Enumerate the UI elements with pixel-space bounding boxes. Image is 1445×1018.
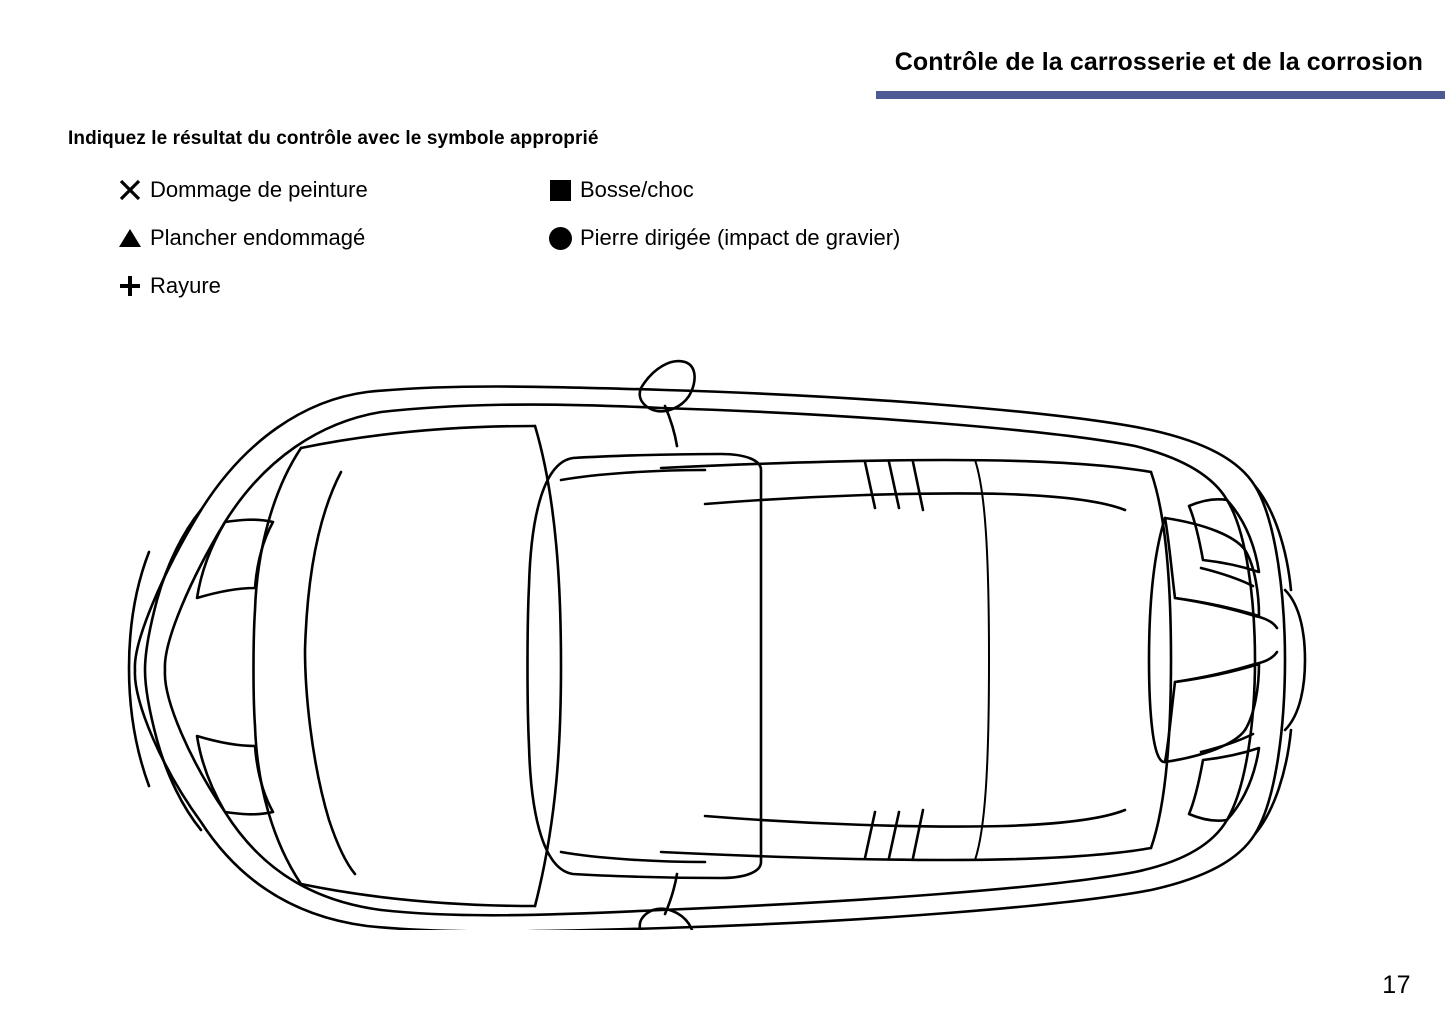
- legend-row: [110, 218, 1110, 266]
- page-header: [0, 48, 1445, 108]
- legend-item-label: Pierre dirigée (impact de gravier): [580, 225, 901, 250]
- legend: [110, 170, 1110, 314]
- x-mark-icon: [110, 170, 150, 210]
- legend-item-scratch: [110, 266, 540, 306]
- page-number: 17: [1382, 971, 1411, 999]
- header-rule: [876, 91, 1445, 99]
- square-icon: [540, 170, 580, 210]
- legend-row: [110, 170, 1110, 218]
- legend-item-stone-chip: [540, 218, 1100, 258]
- circle-icon: [540, 218, 580, 258]
- legend-item-label: Bosse/choc: [580, 177, 694, 202]
- legend-item-floor-damage: [110, 218, 540, 258]
- car-top-view-diagram: [105, 350, 1315, 930]
- legend-row: [110, 266, 1110, 314]
- legend-item-label: Dommage de peinture: [150, 177, 368, 202]
- legend-item-label: Rayure: [150, 273, 221, 298]
- legend-item-paint-damage: [110, 170, 540, 210]
- legend-item-dent: [540, 170, 1100, 210]
- page-title: Contrôle de la carrosserie et de la corrosion: [894, 48, 1423, 76]
- triangle-icon: [110, 218, 150, 258]
- plus-icon: [110, 266, 150, 306]
- instruction-text: Indiquez le résultat du contrôle avec le symbole approprié: [68, 128, 599, 149]
- legend-item-label: Plancher endommagé: [150, 225, 366, 250]
